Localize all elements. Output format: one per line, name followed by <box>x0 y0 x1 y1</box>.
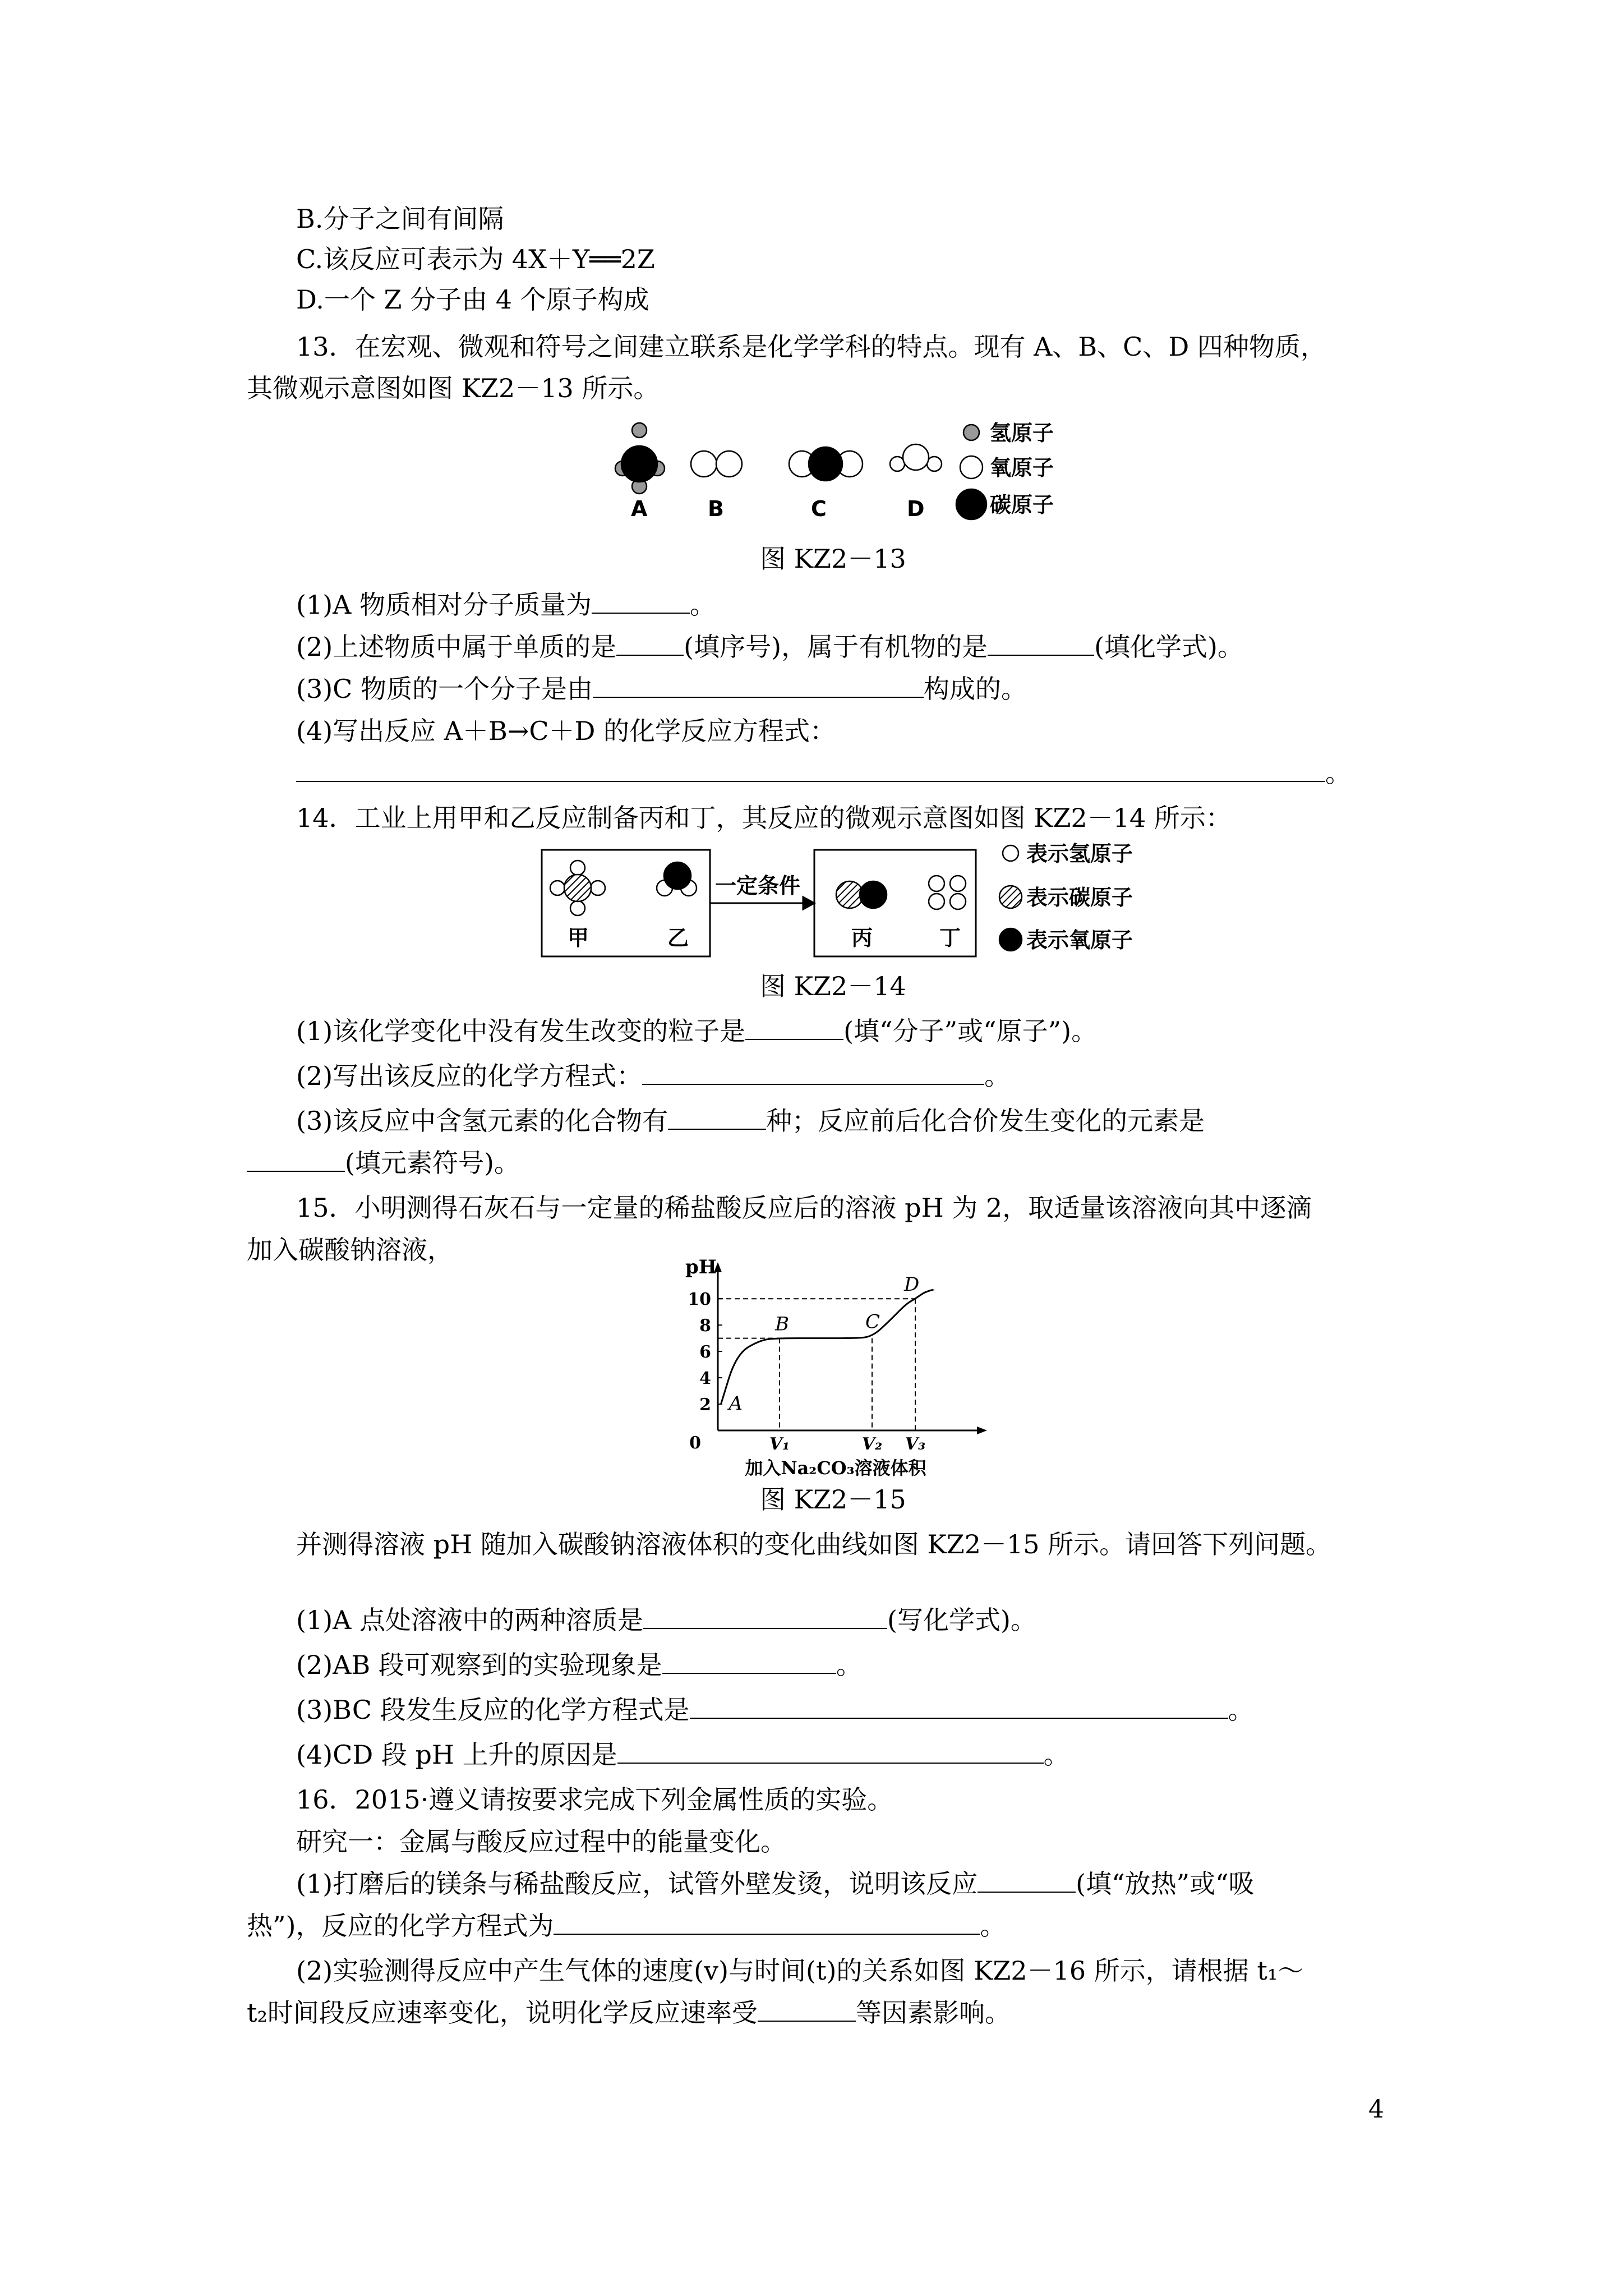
q15-after-text: 并测得溶液 pH 随加入碳酸钠溶液体积的变化曲线如图 KZ2－15 所示。请回答下列问题。 <box>296 1529 1332 1559</box>
q15-part2: (2)AB 段可观察到的实验现象是 。 <box>296 1650 862 1680</box>
x-axis-label: 加入Na₂CO₃溶液体积 <box>745 1457 926 1479</box>
y-tick-label: 4 <box>699 1369 711 1389</box>
q14-legend-hydrogen: 表示氢原子 <box>1026 841 1133 866</box>
point-label-d: D <box>904 1273 920 1296</box>
q14-part1: (1)该化学变化中没有发生改变的粒子是 (填“分子”或“原子”)。 <box>296 1016 1098 1046</box>
q13-part4: (4)写出反应 A＋B→C＋D 的化学反应方程式： <box>296 716 836 746</box>
x-axis-arrow <box>977 1427 987 1434</box>
x-tick-label: V₂ <box>861 1434 883 1454</box>
y-tick-label: 2 <box>699 1395 711 1415</box>
option-b: B.分子之间有间隔 <box>296 204 504 234</box>
ph-curve <box>721 1290 934 1404</box>
q15-ph-chart <box>673 1256 1009 1481</box>
q14-stem: 14．工业上用甲和乙反应制备丙和丁，其反应的微观示意图如图 KZ2－14 所示： <box>296 803 1232 833</box>
q13-legend-hydrogen: 氢原子 <box>990 421 1054 445</box>
q15-figure-caption: 图 KZ2－15 <box>760 1484 906 1515</box>
q13-label-b: B <box>708 496 724 521</box>
q14-figure-caption: 图 KZ2－14 <box>760 971 906 1001</box>
q15-stem-line1: 15．小明测得石灰石与一定量的稀盐酸反应后的溶液 pH 为 2，取适量该溶液向其中逐滴 <box>296 1193 1312 1223</box>
q15-part1: (1)A 点处溶液中的两种溶质是 (写化学式)。 <box>296 1605 1036 1635</box>
q15-part4: (4)CD 段 pH 上升的原因是 。 <box>296 1740 1069 1770</box>
q14-legend-carbon: 表示碳原子 <box>1026 885 1133 910</box>
q16-study1: 研究一：金属与酸反应过程中的能量变化。 <box>296 1826 786 1857</box>
option-c: C.该反应可表示为 4X＋Y══2Z <box>296 244 655 274</box>
q13-part1: (1)A 物质相对分子质量为 。 <box>296 590 716 620</box>
q13-stem-line1: 13．在宏观、微观和符号之间建立联系是化学学科的特点。现有 A、B、C、D 四种物质， <box>296 332 1326 362</box>
q13-part2: (2)上述物质中属于单质的是 (填序号)，属于有机物的是 (填化学式)。 <box>296 632 1243 662</box>
point-label-c: C <box>865 1310 880 1333</box>
x-tick-label: V₁ <box>769 1434 790 1454</box>
point-label-b: B <box>775 1313 789 1336</box>
q14-label-yi: 乙 <box>667 926 689 950</box>
q13-label-a: A <box>631 496 648 521</box>
page-number: 4 <box>1368 2095 1384 2124</box>
q14-condition-label: 一定条件 <box>715 873 801 898</box>
q14-label-ding: 丁 <box>939 926 961 950</box>
q13-part4-answer-line: 。 <box>296 757 1351 789</box>
y-tick-label: 10 <box>688 1290 711 1310</box>
y-tick-label: 6 <box>699 1342 711 1363</box>
q14-label-jia: 甲 <box>568 926 589 950</box>
q14-label-bing: 丙 <box>851 926 873 950</box>
q16-part1-line1: (1)打磨后的镁条与稀盐酸反应，试管外壁发烫，说明该反应 (填“放热”或“吸 <box>296 1869 1255 1899</box>
y-axis-label: pH <box>685 1256 717 1278</box>
q14-part3: (3)该反应中含氢元素的化合物有 种；反应前后化合价发生变化的元素是 <box>296 1106 1205 1136</box>
q14-part2: (2)写出该反应的化学方程式： 。 <box>296 1061 1011 1091</box>
q16-part2-line2: t₂时间段反应速率变化，说明化学反应速率受 等因素影响。 <box>247 1998 1011 2028</box>
q16-part1-line2: 热”)，反应的化学方程式为 。 <box>247 1911 1006 1941</box>
q13-figure-caption: 图 KZ2－13 <box>760 544 906 574</box>
q13-label-d: D <box>907 496 925 521</box>
q13-legend-oxygen: 氧原子 <box>990 455 1054 480</box>
point-label-a: A <box>728 1392 743 1415</box>
q13-legend-carbon: 碳原子 <box>990 493 1054 517</box>
q15-stem-line2: 加入碳酸钠溶液， <box>247 1235 453 1265</box>
q13-label-c: C <box>811 496 827 521</box>
q14-part3-cont: (填元素符号)。 <box>247 1147 520 1179</box>
q15-part3: (3)BC 段发生反应的化学方程式是 。 <box>296 1695 1254 1725</box>
option-d: D.一个 Z 分子由 4 个原子构成 <box>296 284 649 315</box>
q14-legend-oxygen: 表示氧原子 <box>1026 928 1133 953</box>
q13-part3: (3)C 物质的一个分子是由 构成的。 <box>296 674 1027 704</box>
y-tick-label: 0 <box>689 1433 701 1453</box>
q13-stem-line2: 其微观示意图如图 KZ2－13 所示。 <box>247 373 660 403</box>
q16-stem: 16．2015·遵义请按要求完成下列金属性质的实验。 <box>296 1784 893 1815</box>
y-tick-label: 8 <box>699 1316 711 1336</box>
x-tick-label: V₃ <box>905 1434 926 1454</box>
q16-part2-line1: (2)实验测得反应中产生气体的速度(v)与时间(t)的关系如图 KZ2－16 所示，请根据 t₁～ <box>296 1955 1304 1986</box>
